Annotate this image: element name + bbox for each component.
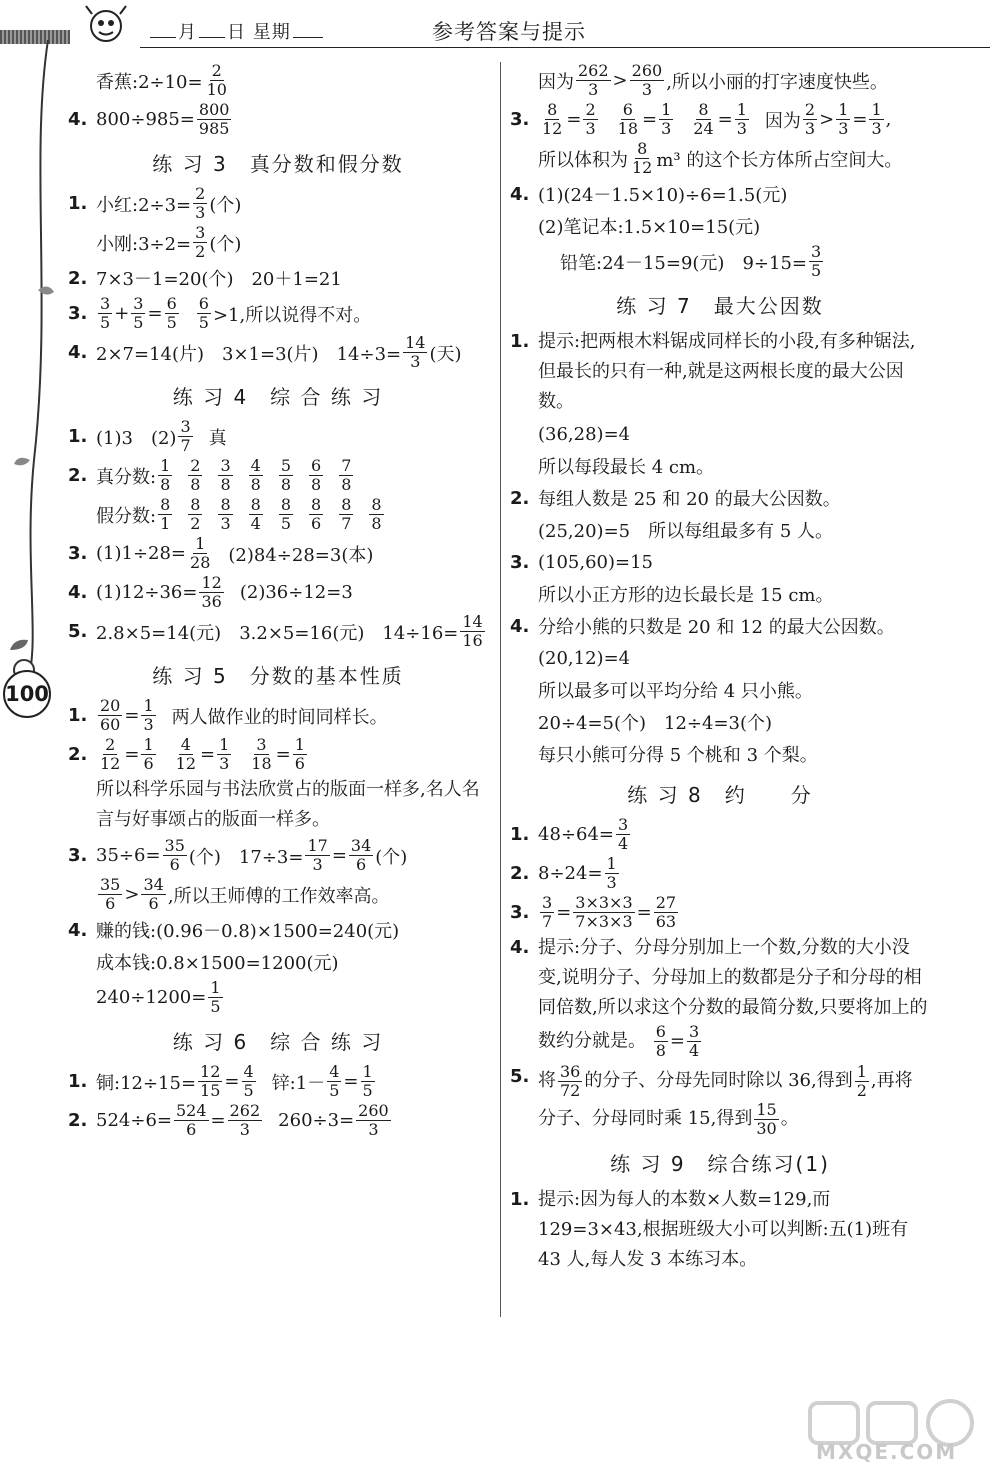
- page-title: 参考答案与提示: [432, 20, 586, 44]
- fraction: $\frac{4}{8}$: [250, 456, 261, 494]
- answer-line: 所以体积为 $\frac{8}{12}$ m³ 的这个长方体所占空间大。: [538, 139, 903, 177]
- date-line: 月 日 星期: [148, 18, 325, 44]
- section-heading: 练 习 3 真分数和假分数: [152, 152, 404, 176]
- fraction: $\frac{8}{5}$: [280, 495, 292, 533]
- fraction: $\frac{2}{8}$: [190, 456, 201, 494]
- section-heading: 练 习 8 约 分: [627, 783, 813, 807]
- answer-item: 4. 提示:分子、分母分别加上一个数,分数的大小没变,说明分子、分母加上的数都是分子和分母的相同倍数,所以求这个分数的最简分数,只要将加上的数约分就是。 $\frac{6}{8}$ = $\frac{3}{4}$: [510, 937, 928, 1060]
- fraction: $\frac{8}{6}$: [311, 495, 322, 533]
- page-number: 100: [3, 670, 51, 718]
- fraction: $\frac{8}{1}$: [160, 495, 171, 533]
- fraction: $\frac{7}{8}$: [341, 456, 352, 494]
- answer-item: 4. (1)(24－1.5×10)÷6=1.5(元): [510, 183, 788, 206]
- answer-item: 4. (1)12÷36= $\frac{12}{36}$ (2)36÷12=3: [68, 573, 353, 611]
- section-heading: 练 习 9 综合练习(1): [610, 1152, 830, 1176]
- answer-item: 3. (1)1÷28= $\frac{1}{28}$ (2)84÷28=3(本): [68, 534, 374, 572]
- mascot-icon: [82, 4, 132, 48]
- fraction: $\frac{6}{8}$: [311, 456, 322, 494]
- answer-item: 4. 2×7=14(片) 3×1=3(片) 14÷3= $\frac{14}{3}$ (天): [68, 333, 462, 371]
- answer-line: (20,12)=4: [538, 647, 631, 669]
- answer-item: 3. $\frac{3}{7}$ = $\frac{3\times 3\times 3}{7\times 3\times 3}$ = $\frac{27}{63}$: [510, 893, 677, 931]
- answer-item: 4. 分给小熊的只数是 20 和 12 的最大公因数。: [510, 615, 895, 638]
- answer-item: 1. (1)3 (2) $\frac{3}{7}$ 真: [68, 417, 227, 455]
- section-heading: 练 习 6 综 合 练 习: [172, 1030, 384, 1054]
- answer-line: (36,28)=4: [538, 423, 631, 445]
- answer-item: 2. 8÷24= $\frac{1}{3}$: [510, 854, 617, 892]
- answer-item: 2. 7×3－1=20(个) 20＋1=21: [68, 267, 342, 290]
- fraction: $\frac{3}{8}$: [220, 456, 231, 494]
- answer-line: 因为 $\frac{262}{3}$ > $\frac{260}{3}$ ,所以小丽的打字速度快些。: [538, 61, 888, 99]
- answer-item: 3. (105,60)=15: [510, 551, 654, 573]
- answer-line: 所以每段最长 4 cm。: [538, 457, 715, 478]
- answer-line: 所以小正方形的边长最长是 15 cm。: [538, 585, 834, 606]
- fraction: $\frac{8}{7}$: [341, 495, 352, 533]
- answer-item: 1. 提示:把两根木料锯成同样长的小段,有多种锯法,但最长的只有一种,就是这两根长度的最大公因数。: [510, 331, 916, 412]
- answer-line: 每只小熊可分得 5 个桃和 3 个梨。: [538, 745, 818, 766]
- answer-line: 假分数: $\frac{8}{1}$ $\frac{8}{2}$ $\frac{8}{3}$ $\frac{8}{4}$ $\frac{8}{5}$ $\frac{8}{6}$ $\frac{8}{7}$ $\frac{8}{8}$: [96, 495, 382, 533]
- answer-item: 4. 赚的钱:(0.96－0.8)×1500=240(元): [68, 919, 400, 942]
- left-column: [68, 60, 488, 1141]
- column-divider: [500, 62, 501, 1317]
- answer-line: $\frac{35}{6}$ > $\frac{34}{6}$ ,所以王师傅的工作效率高。: [100, 875, 390, 913]
- fraction: $\frac{8}{8}$: [371, 495, 382, 533]
- answer-item: 3. 35÷6= $\frac{35}{6}$ (个) 17÷3= $\frac{17}{3}$ = $\frac{34}{6}$ (个): [68, 836, 408, 874]
- answer-item: 1. 提示:因为每人的本数×人数=129,而 129=3×43,根据班级大小可以判断:五(1)班有 43 人,每人发 3 本练习本。: [510, 1189, 909, 1270]
- answer-item: 2. $\frac{2}{12}$ = $\frac{1}{6}$ $\frac{4}{12}$ = $\frac{1}{3}$ $\frac{3}{18}$ = $\frac{1}{6}$: [68, 735, 305, 773]
- answer-item: 1. 铜:12÷15= $\frac{12}{15}$ = $\frac{4}{5}$ 锌:1－ $\frac{4}{5}$ = $\frac{1}{5}$: [68, 1062, 373, 1100]
- vine-decoration: [0, 40, 60, 740]
- answer-line: 小刚:3÷2= $\frac{3}{2}$ (个): [96, 223, 242, 261]
- fraction: $\frac{8}{3}$: [220, 495, 231, 533]
- section-heading: 练 习 4 综 合 练 习: [172, 385, 384, 409]
- answer-line: 所以最多可以平均分给 4 只小熊。: [538, 681, 813, 702]
- answer-item: 5. 将 $\frac{36}{72}$ 的分子、分母先同时除以 36,得到 $\frac{1}{2}$ ,再将分子、分母同时乘 15,得到 $\frac{15}{30}$ 。: [510, 1061, 913, 1138]
- answer-item: 3. $\frac{8}{12}$ = $\frac{2}{3}$ $\frac{6}{18}$ = $\frac{1}{3}$ $\frac{8}{24}$ = $\frac{1}{3}$ 因为 $\frac{2}{3}$ > $\frac{1}{3}$ = $\frac{1}{3}$ ,: [510, 100, 892, 138]
- fraction: $\frac{8}{2}$: [190, 495, 201, 533]
- answer-item: 2. 每组人数是 25 和 20 的最大公因数。: [510, 487, 841, 510]
- answer-item: 1. 小红:2÷3= $\frac{2}{3}$ (个): [68, 184, 242, 222]
- answer-item: 5. 2.8×5=14(元) 3.2×5=16(元) 14÷16= $\frac{14}{16}$: [68, 612, 483, 650]
- header-rule: [140, 47, 990, 48]
- answer-line: (25,20)=5 所以每组最多有 5 人。: [538, 521, 834, 542]
- fraction: $\frac{1}{8}$: [160, 456, 171, 494]
- watermark-text: MXQE.COM: [816, 1440, 958, 1464]
- fraction: $\frac{8}{4}$: [250, 495, 261, 533]
- answer-item: 2. 524÷6= $\frac{524}{6}$ = $\frac{262}{3}$ 260÷3= $\frac{260}{3}$: [68, 1101, 389, 1139]
- answer-item: 4. 800÷985= $\frac{800}{985}$: [68, 100, 230, 138]
- section-heading: 练 习 7 最大公因数: [616, 294, 824, 318]
- answer-line: 所以科学乐园与书法欣赏占的版面一样多,名人名言与好事颂占的版面一样多。: [96, 779, 480, 830]
- answer-line: 20÷4=5(个) 12÷4=3(个): [538, 713, 773, 734]
- answer-line: 香蕉:2÷10= $\frac{2}{10}$: [96, 61, 227, 99]
- answer-line: (2)笔记本:1.5×10=15(元): [538, 217, 761, 238]
- answer-item: 2. 真分数: $\frac{1}{8}$ $\frac{2}{8}$ $\frac{3}{8}$ $\frac{4}{8}$ $\frac{5}{8}$ $\frac{6}{8}$ $\frac{7}{8}$: [68, 456, 352, 494]
- answer-line: 铅笔:24－15=9(元) 9÷15= $\frac{3}{5}$: [560, 242, 822, 280]
- fraction: $\frac{5}{8}$: [280, 456, 292, 494]
- answer-line: 成本钱:0.8×1500=1200(元): [96, 953, 339, 974]
- page-header: [0, 0, 1000, 55]
- right-column: [510, 60, 930, 1277]
- answer-item: 3. $\frac{3}{5}$ + $\frac{3}{5}$ = $\frac{6}{5}$ $\frac{6}{5}$ >1,所以说得不对。: [68, 294, 372, 332]
- answer-item: 1. $\frac{20}{60}$ = $\frac{1}{3}$ 两人做作业的时间同样长。: [68, 696, 388, 734]
- answer-item: 1. 48÷64= $\frac{3}{4}$: [510, 815, 629, 853]
- answer-line: 240÷1200= $\frac{1}{5}$: [96, 978, 221, 1016]
- section-heading: 练 习 5 分数的基本性质: [152, 664, 404, 688]
